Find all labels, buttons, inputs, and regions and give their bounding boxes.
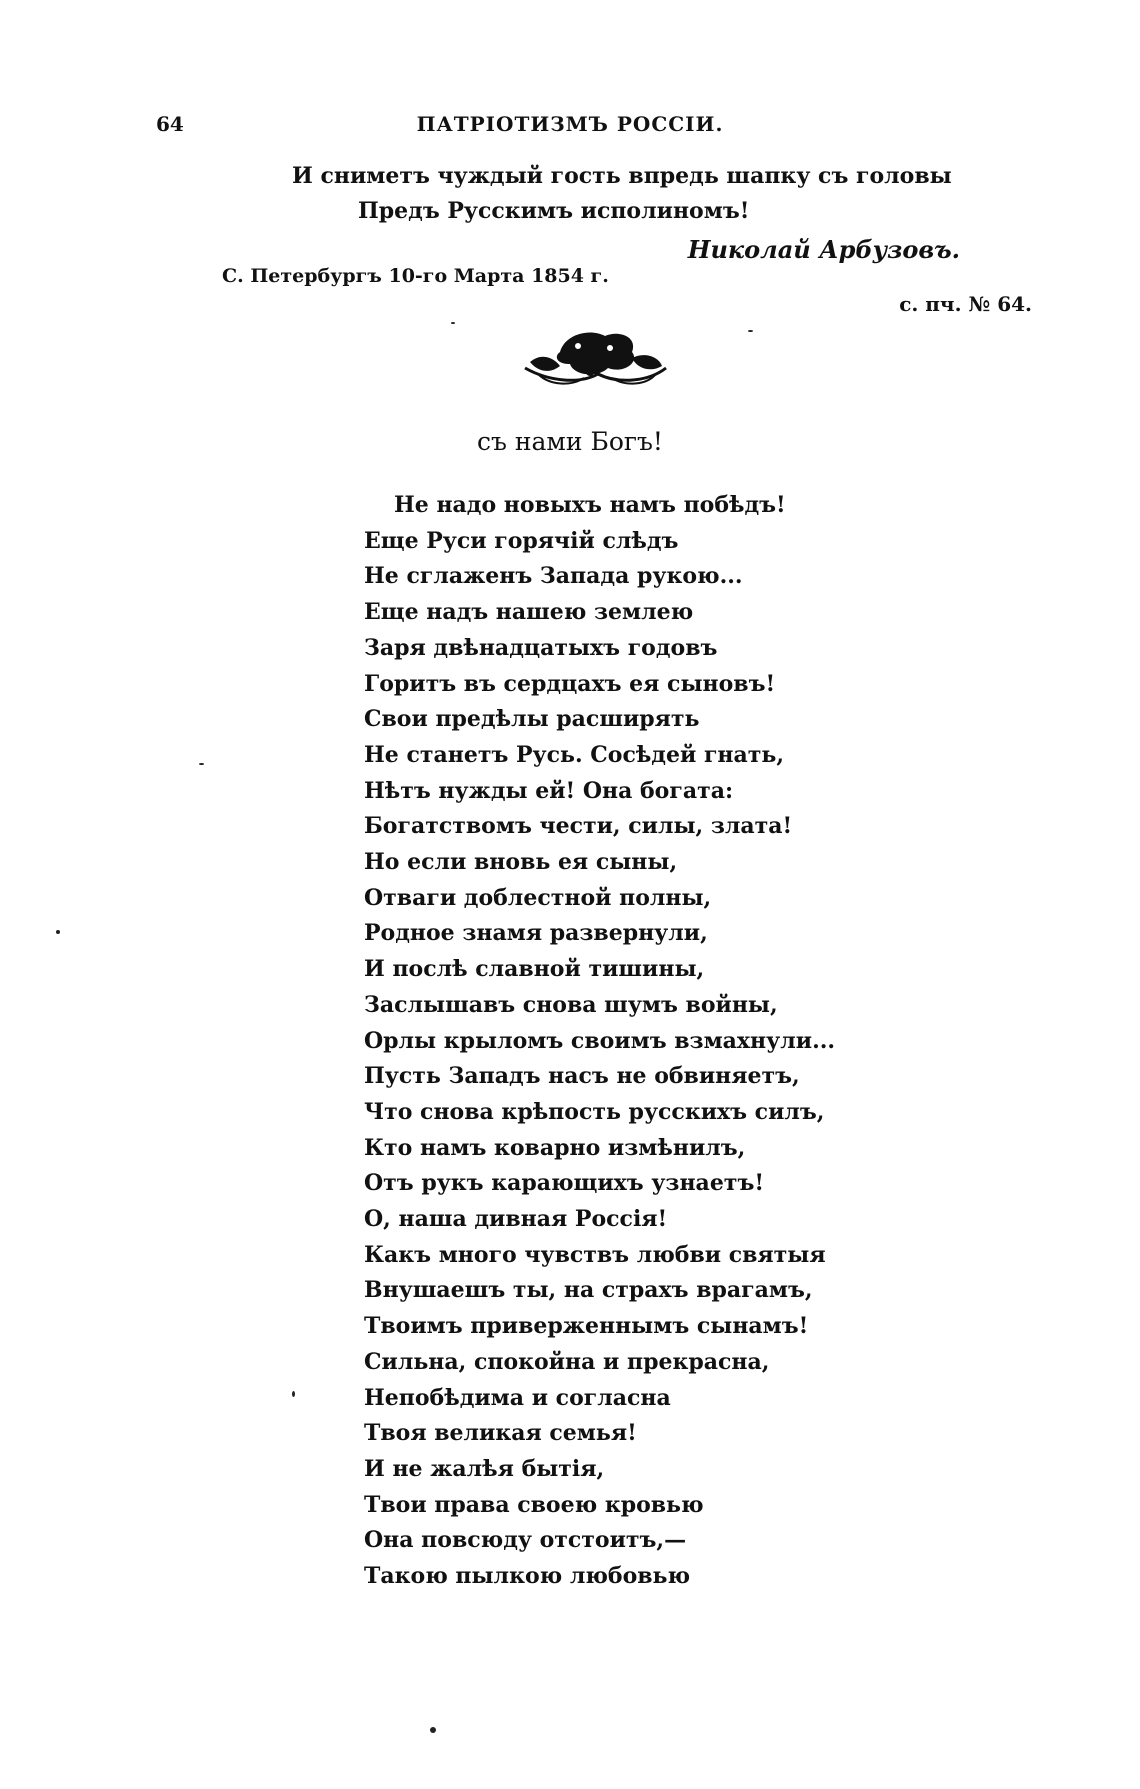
poem-line: Кто намъ коварно измѣнилъ, — [364, 1134, 746, 1161]
poem-line: Богатствомъ чести, силы, злата! — [364, 813, 793, 840]
poem-line: Нѣтъ нужды ей! Она богата: — [364, 777, 734, 804]
poem-line: Что снова крѣпость русскихъ силъ, — [364, 1098, 825, 1125]
poem-line: Горитъ въ сердцахъ ея сыновъ! — [364, 670, 776, 697]
poem-title: съ нами Богъ! — [477, 427, 663, 456]
poem-line: Заря двѣнадцатыхъ годовъ — [364, 634, 718, 661]
poem-line: О, наша дивная Россія! — [364, 1206, 668, 1233]
poem-line: Не сглаженъ Запада рукою... — [364, 563, 743, 590]
scan-speck — [199, 763, 204, 765]
poem-line: Еще надъ нашею землею — [364, 599, 694, 626]
author-signature: Николай Арбузовъ. — [687, 235, 960, 264]
poem-line: Свои предѣлы расширять — [364, 706, 700, 733]
poem-line: Заслышавъ снова шумъ войны, — [364, 991, 778, 1018]
poem-line: Она повсюду отстоитъ,— — [364, 1527, 687, 1554]
poem-body — [364, 488, 835, 1595]
poem-line: И не жалѣя бытія, — [364, 1455, 605, 1482]
running-title: ПАТРІОТИЗМЪ РОССІИ. — [416, 112, 724, 136]
censor-note: с. пч. № 64. — [899, 292, 1032, 316]
scan-speck — [748, 330, 753, 332]
poem-line: Пусть Западъ насъ не обвиняетъ, — [364, 1063, 800, 1090]
place-date: С. Петербургъ 10-го Марта 1854 г. — [222, 265, 609, 287]
scan-speck — [56, 930, 60, 934]
poem-line: Твои права своею кровью — [364, 1491, 704, 1518]
poem-line: Сильна, спокойна и прекрасна, — [364, 1348, 770, 1375]
scan-speck — [451, 322, 455, 324]
poem-line: И послѣ славной тишины, — [364, 956, 705, 983]
poem-line: Родное знамя развернули, — [364, 920, 708, 947]
intro-line: И сниметъ чуждый гость впредь шапку съ головы — [292, 163, 952, 189]
page-number: 64 — [156, 112, 184, 136]
poem-line: Не станетъ Русь. Сосѣдей гнать, — [364, 741, 785, 768]
poem-line: Но если вновь ея сыны, — [364, 849, 678, 876]
poem-line: Отваги доблестной полны, — [364, 884, 712, 911]
scan-speck — [292, 1391, 295, 1397]
poem-line: Твоимъ приверженнымъ сынамъ! — [364, 1313, 809, 1340]
poem-line: Твоя великая семья! — [364, 1420, 637, 1447]
poem-line: Внушаешъ ты, на страхъ врагамъ, — [364, 1277, 813, 1304]
poem-line: Не надо новыхъ намъ побѣдъ! — [394, 492, 786, 518]
scan-speck — [430, 1727, 436, 1733]
poem-line: Непобѣдима и согласна — [364, 1384, 671, 1411]
poem-line: Отъ рукъ карающихъ узнаетъ! — [364, 1170, 764, 1197]
poem-line: Орлы крыломъ своимъ взмахнули... — [364, 1027, 836, 1054]
poem-line: Какъ много чувствъ любви святыя — [364, 1241, 826, 1268]
poem-line: Такою пылкою любовью — [364, 1563, 691, 1590]
intro-line: Предъ Русскимъ исполиномъ! — [358, 198, 750, 224]
floral-ornament-icon — [520, 322, 670, 388]
poem-line: Еще Руси горячій слѣдъ — [364, 527, 679, 554]
